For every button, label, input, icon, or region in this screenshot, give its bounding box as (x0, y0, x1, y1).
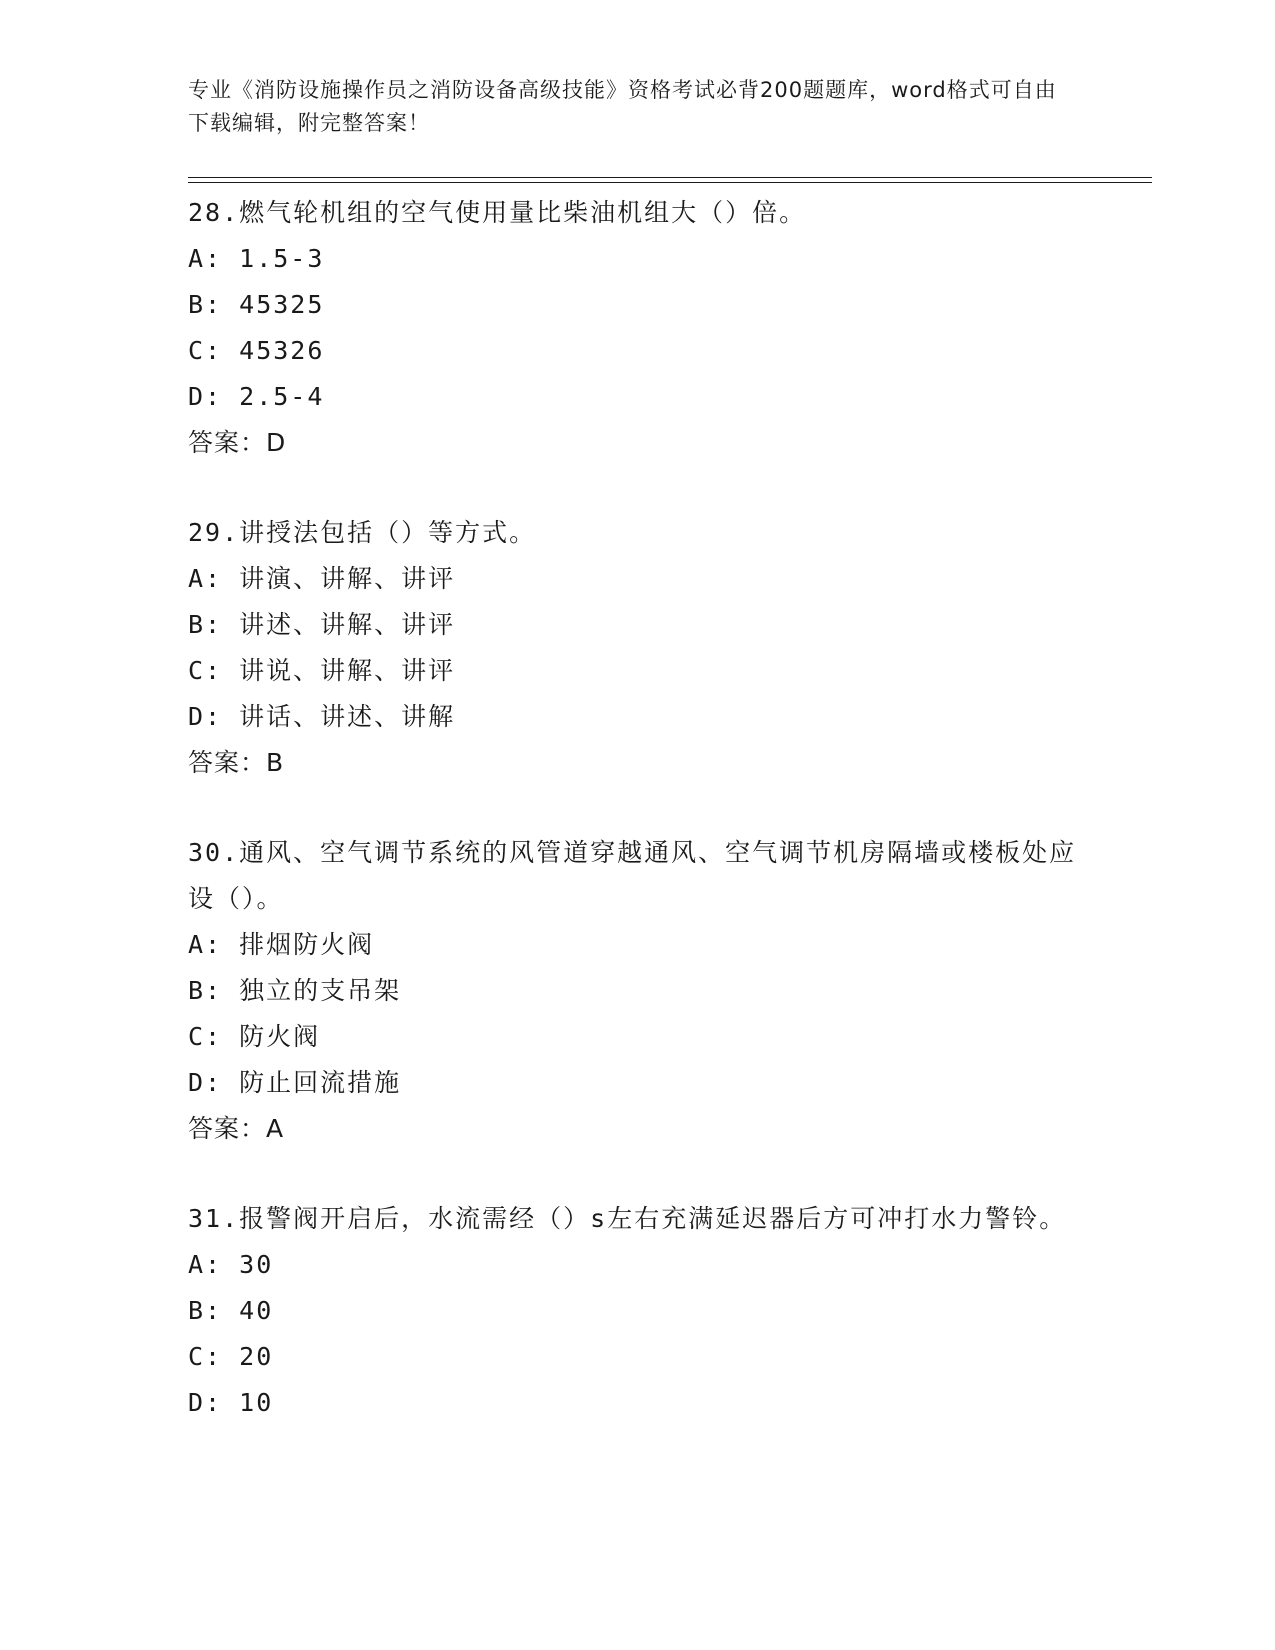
option-c: C: 防火阀 (188, 1022, 321, 1051)
document-header: 专业《消防设施操作员之消防设备高级技能》资格考试必背200题题库，word格式可自由下载编辑，附完整答案！ (188, 78, 1057, 135)
option-d: D: 2.5-4 (188, 382, 325, 411)
question-stem: 31.报警阀开启后，水流需经（）s左右充满延迟器后方可冲打水力警铃。 (188, 1204, 1067, 1233)
question-stem: 29.讲授法包括（）等方式。 (188, 518, 537, 547)
question-28 (188, 190, 1088, 466)
question-30 (188, 830, 1088, 1152)
option-b: B: 独立的支吊架 (188, 976, 402, 1005)
question-29 (188, 510, 1088, 786)
answer: 答案：B (188, 748, 285, 777)
option-b: B: 40 (188, 1296, 274, 1325)
option-d: D: 防止回流措施 (188, 1068, 402, 1097)
option-a: A: 1.5-3 (188, 244, 325, 273)
question-stem: 30.通风、空气调节系统的风管道穿越通风、空气调节机房隔墙或楼板处应设（）。 (188, 838, 1077, 913)
header-divider-bottom (188, 182, 1152, 183)
option-b: B: 45325 (188, 290, 325, 319)
option-b: B: 讲述、讲解、讲评 (188, 610, 456, 639)
option-a: A: 30 (188, 1250, 274, 1279)
question-list (188, 190, 1088, 1470)
question-stem: 28.燃气轮机组的空气使用量比柴油机组大（）倍。 (188, 198, 807, 227)
option-d: D: 10 (188, 1388, 274, 1417)
answer: 答案：A (188, 1114, 285, 1143)
option-c: C: 讲说、讲解、讲评 (188, 656, 456, 685)
option-a: A: 排烟防火阀 (188, 930, 375, 959)
option-c: C: 20 (188, 1342, 274, 1371)
header-divider-top (188, 177, 1152, 178)
option-c: C: 45326 (188, 336, 325, 365)
option-d: D: 讲话、讲述、讲解 (188, 702, 456, 731)
option-a: A: 讲演、讲解、讲评 (188, 564, 456, 593)
question-31 (188, 1196, 1088, 1426)
answer: 答案：D (188, 428, 287, 457)
